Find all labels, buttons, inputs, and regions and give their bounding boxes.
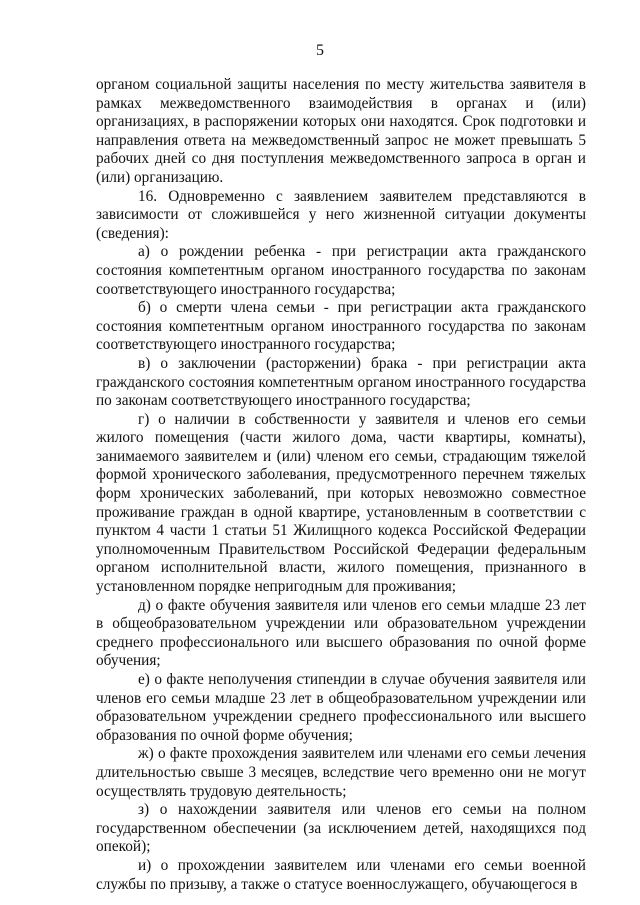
paragraph-continuation: органом социальной защиты населения по месту жительства заявителя в рамках межведомственного взаимодействия в органах и (или) организациях, в распоряжении которых они находятся. Срок подготовки и направления ответа на межведомственный запрос не может превышать 5 рабочих дней со дня поступления межведомственного запроса в орган и (или) организацию. xyxy=(96,76,586,186)
paragraph-subitem-v: в) о заключении (расторжении) брака - при регистрации акта гражданского состояния компетентным органом иностранного государства по законам соответствующего иностранного государства; xyxy=(96,354,586,410)
paragraph-subitem-d: д) о факте обучения заявителя или членов его семьи младше 23 лет в общеобразовательном учреждении или образовательном учреждении среднего профессионального или высшего образования по очной форме обучения; xyxy=(96,596,586,670)
paragraph-subitem-a: а) о рождении ребенка - при регистрации акта гражданского состояния компетентным органом иностранного государства по законам соответствующего иностранного государства; xyxy=(96,243,586,298)
paragraph-subitem-g: г) о наличии в собственности у заявителя и членов его семьи жилого помещения (части жилого дома, части квартиры, комнаты), занимаемого заявителем и (или) членом его семьи, страдающим тяжелой формой хронического заболевания, предусмотренного перечнем тяжелых форм хронических заболеваний, при которых невозможно совместное проживание граждан в одной квартире, установленным в соответствии с пунктом 4 части 1 статьи 51 Жилищного кодекса Российской Федерации уполномоченным Правительством Российской Федерации федеральным органом исполнительной власти, жилого помещения, признанного в установленном порядке непригодным для проживания; xyxy=(96,410,586,596)
paragraph-subitem-z: з) о нахождении заявителя или членов его семьи на полном государственном обеспечении (за исключением детей, находящихся под опекой); xyxy=(96,801,586,856)
paragraph-subitem-b: б) о смерти члена семьи - при регистрации акта гражданского состояния компетентным органом иностранного государства по законам соответствующего иностранного государства; xyxy=(96,299,586,354)
page-number: 5 xyxy=(316,42,324,59)
paragraph-subitem-i: и) о прохождении заявителем или членами его семьи военной службы по призыву, а также о статусе военнослужащего, обучающегося в xyxy=(96,856,586,893)
paragraph-subitem-e: е) о факте неполучения стипендии в случае обучения заявителя или членов его семьи младше 23 лет в общеобразовательном учреждении или образовательном учреждении среднего профессионального или высшего образования по очной форме обучения; xyxy=(96,671,586,744)
body-text xyxy=(96,76,586,894)
paragraph-item-16: 16. Одновременно с заявлением заявителем представляются в зависимости от сложившейся у него жизненной ситуации документы (сведения): xyxy=(96,187,586,242)
paragraph-subitem-zh: ж) о факте прохождения заявителем или членами его семьи лечения длительностью свыше 3 месяцев, вследствие чего временно они не могут осуществлять трудовую деятельность; xyxy=(96,745,586,800)
